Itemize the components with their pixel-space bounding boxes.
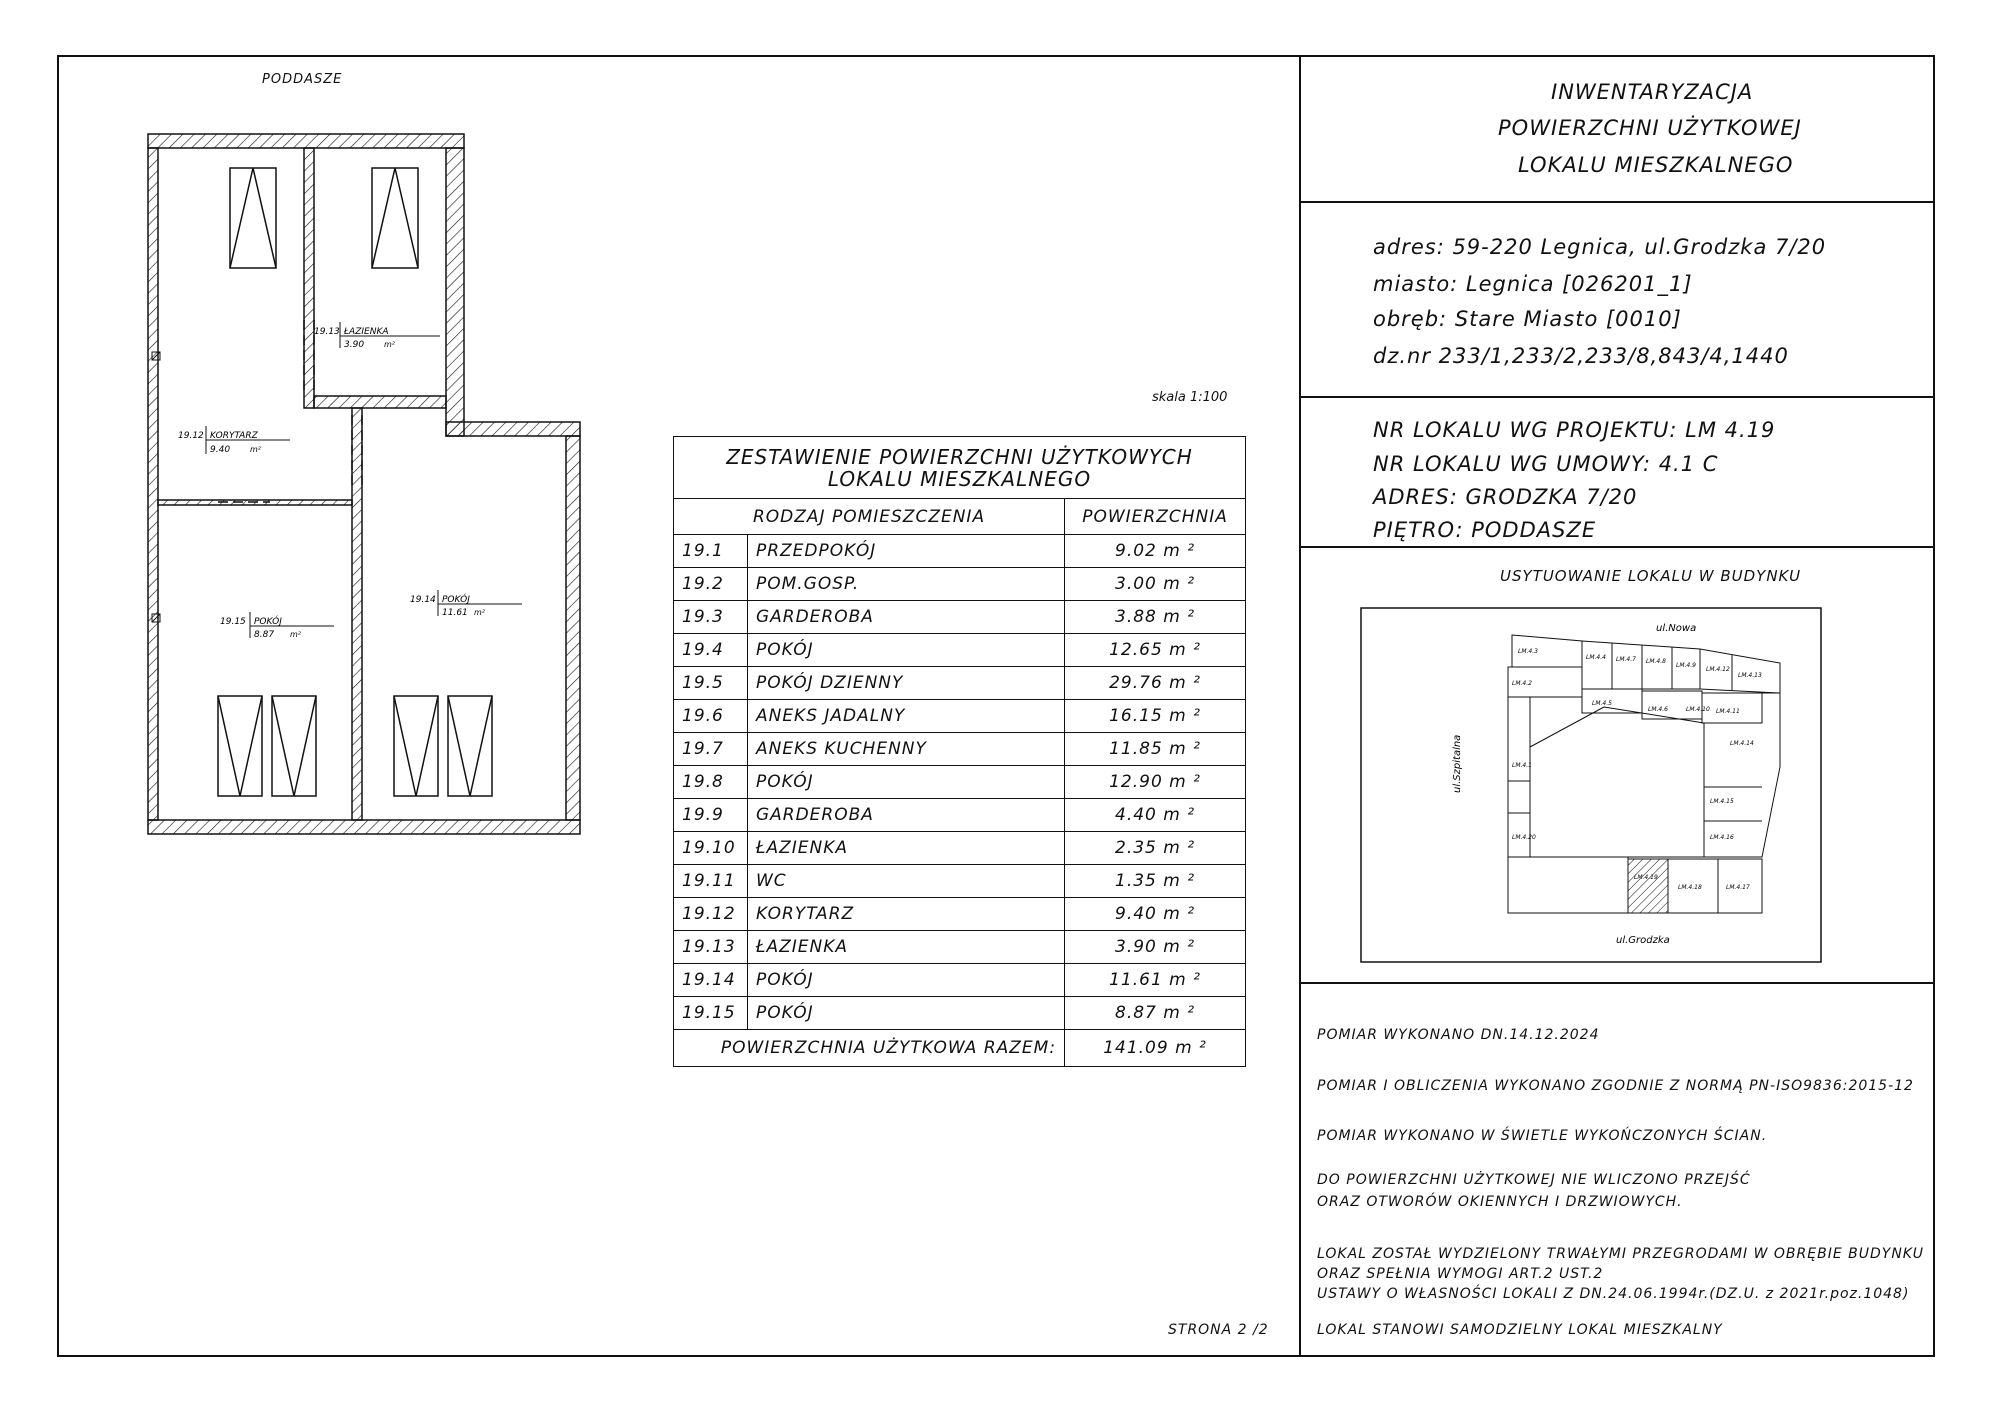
page-number: STRONA 2 /2: [1168, 1322, 1269, 1338]
cell-no: 19.3: [674, 601, 748, 634]
cell-area: 12.65 m ²: [1065, 634, 1246, 667]
location-map: [1360, 607, 1822, 963]
note-1: POMIAR WYKONANO DN.14.12.2024: [1317, 1027, 1600, 1043]
cell-name: POM.GOSP.: [747, 568, 1064, 601]
table-row: [674, 997, 1246, 1030]
map-unit-label: LM.4.2: [1512, 680, 1532, 687]
note-5c: USTAWY O WŁASNOŚCI LOKALI Z DN.24.06.1994r.(DZ.U. z 2021r.poz.1048): [1317, 1286, 1910, 1302]
cell-name: ANEKS KUCHENNY: [747, 733, 1064, 766]
svg-text:POKÓJ: POKÓJ: [254, 617, 282, 627]
title-line-3: LOKALU MIESZKALNEGO: [1518, 153, 1794, 177]
cell-name: ANEKS JADALNY: [747, 700, 1064, 733]
table-row: [674, 766, 1246, 799]
note-4a: DO POWIERZCHNI UŻYTKOWEJ NIE WLICZONO PRZEJŚĆ: [1317, 1172, 1751, 1188]
cell-area: 11.85 m ²: [1065, 733, 1246, 766]
map-unit-label: LM.4.19: [1634, 874, 1658, 881]
location-title: USYTUOWANIE LOKALU W BUDYNKU: [1500, 567, 1802, 585]
svg-text:19.15: 19.15: [220, 617, 246, 627]
svg-text:8.87: 8.87: [254, 630, 275, 640]
table-row: [674, 832, 1246, 865]
cell-no: 19.1: [674, 535, 748, 568]
svg-text:m²: m²: [290, 630, 301, 639]
cell-area: 16.15 m ²: [1065, 700, 1246, 733]
svg-text:m²: m²: [250, 445, 261, 454]
cell-no: 19.13: [674, 931, 748, 964]
map-unit-label: LM.4.11: [1716, 708, 1740, 715]
note-5b: ORAZ SPEŁNIA WYMOGI ART.2 UST.2: [1317, 1266, 1604, 1282]
cell-name: WC: [747, 865, 1064, 898]
cell-name: ŁAZIENKA: [747, 832, 1064, 865]
note-3: POMIAR WYKONANO W ŚWIETLE WYKOŃCZONYCH ŚCIAN.: [1317, 1128, 1768, 1144]
table-row: [674, 601, 1246, 634]
map-unit-label: LM.4.15: [1710, 798, 1734, 805]
cell-area: 3.90 m ²: [1065, 931, 1246, 964]
cell-area: 4.40 m ²: [1065, 799, 1246, 832]
cell-no: 19.6: [674, 700, 748, 733]
map-unit-label: LM.4.18: [1678, 884, 1702, 891]
note-5a: LOKAL ZOSTAŁ WYDZIELONY TRWAŁYMI PRZEGRODAMI W OBRĘBIE BUDYNKU: [1317, 1246, 1924, 1262]
address-obreb: obręb: Stare Miasto [0010]: [1373, 307, 1682, 331]
svg-text:m²: m²: [474, 608, 485, 617]
cell-name: POKÓJ: [747, 997, 1064, 1030]
note-4b: ORAZ OTWORÓW OKIENNYCH I DRZWIOWYCH.: [1317, 1194, 1683, 1210]
cell-no: 19.15: [674, 997, 748, 1030]
svg-text:ŁAZIENKA: ŁAZIENKA: [344, 327, 389, 337]
map-unit-label: LM.4.10: [1686, 706, 1710, 713]
cell-area: 29.76 m ²: [1065, 667, 1246, 700]
total-label: POWIERZCHNIA UŻYTKOWA RAZEM:: [674, 1030, 1065, 1067]
outer-walls: [148, 134, 580, 834]
map-unit-label: LM.4.12: [1706, 666, 1730, 673]
table-title: ZESTAWIENIE POWIERZCHNI UŻYTKOWYCH LOKALU MIESZKALNEGO: [674, 437, 1246, 499]
divider: [1299, 546, 1935, 548]
room-label-19-12: [178, 426, 290, 455]
unit-labels: [1512, 648, 1762, 891]
map-unit-label: LM.4.13: [1738, 672, 1762, 679]
svg-text:19.13: 19.13: [314, 327, 340, 337]
cell-area: 1.35 m ²: [1065, 865, 1246, 898]
cell-name: POKÓJ: [747, 766, 1064, 799]
cell-name: KORYTARZ: [747, 898, 1064, 931]
address-adres: adres: 59-220 Legnica, ul.Grodzka 7/20: [1373, 235, 1827, 259]
table-row: [674, 799, 1246, 832]
table-row: [674, 733, 1246, 766]
note-2: POMIAR I OBLICZENIA WYKONANO ZGODNIE Z NORMĄ PN-ISO9836:2015-12: [1317, 1078, 1914, 1094]
svg-text:11.61: 11.61: [442, 608, 468, 618]
cell-area: 9.02 m ²: [1065, 535, 1246, 568]
cell-area: 9.40 m ²: [1065, 898, 1246, 931]
svg-text:m²: m²: [384, 340, 395, 349]
svg-text:KORYTARZ: KORYTARZ: [210, 431, 258, 441]
map-unit-label: LM.4.4: [1586, 654, 1606, 661]
cell-no: 19.5: [674, 667, 748, 700]
cell-area: 11.61 m ²: [1065, 964, 1246, 997]
table-row: [674, 931, 1246, 964]
table-row: [674, 898, 1246, 931]
table-row: [674, 535, 1246, 568]
divider: [1299, 396, 1935, 398]
cell-area: 3.88 m ²: [1065, 601, 1246, 634]
cell-no: 19.4: [674, 634, 748, 667]
cell-no: 19.12: [674, 898, 748, 931]
address-miasto: miasto: Legnica [026201_1]: [1373, 272, 1693, 296]
map-unit-label: LM.4.7: [1616, 656, 1636, 663]
cell-no: 19.10: [674, 832, 748, 865]
svg-text:19.12: 19.12: [178, 431, 204, 441]
map-unit-label: LM.4.3: [1518, 648, 1538, 655]
table-row: [674, 865, 1246, 898]
svg-text:19.14: 19.14: [410, 595, 436, 605]
cell-name: GARDEROBA: [747, 799, 1064, 832]
title-line-2: POWIERZCHNI UŻYTKOWEJ: [1498, 116, 1802, 140]
cell-no: 19.2: [674, 568, 748, 601]
note-6: LOKAL STANOWI SAMODZIELNY LOKAL MIESZKALNY: [1317, 1322, 1723, 1338]
divider: [1299, 982, 1935, 984]
map-unit-label: LM.4.16: [1710, 834, 1734, 841]
floor-plan: [140, 120, 740, 840]
scale-label: skala 1:100: [1152, 390, 1228, 405]
cell-area: 2.35 m ²: [1065, 832, 1246, 865]
cell-no: 19.9: [674, 799, 748, 832]
cell-no: 19.7: [674, 733, 748, 766]
cell-name: ŁAZIENKA: [747, 931, 1064, 964]
svg-text:9.40: 9.40: [210, 445, 231, 455]
map-frame: [1361, 608, 1821, 962]
floor-label: PODDASZE: [262, 72, 343, 87]
divider: [1299, 201, 1935, 203]
map-unit-label: LM.4.1: [1512, 762, 1532, 769]
room-label-19-15: [220, 612, 334, 640]
address-dz: dz.nr 233/1,233/2,233/8,843/4,1440: [1373, 344, 1789, 368]
cell-no: 19.11: [674, 865, 748, 898]
col-header-area: POWIERZCHNIA: [1065, 499, 1246, 535]
cell-area: 12.90 m ²: [1065, 766, 1246, 799]
cell-name: GARDEROBA: [747, 601, 1064, 634]
room-label-19-14: [410, 590, 522, 618]
total-value: 141.09 m ²: [1065, 1030, 1246, 1067]
table-row: [674, 634, 1246, 667]
unit-pietro: PIĘTRO: PODDASZE: [1373, 518, 1597, 542]
unit-nr-umowa: NR LOKALU WG UMOWY: 4.1 C: [1373, 452, 1719, 476]
cell-area: 3.00 m ²: [1065, 568, 1246, 601]
cell-name: POKÓJ: [747, 634, 1064, 667]
table-row: [674, 964, 1246, 997]
cell-no: 19.14: [674, 964, 748, 997]
street-left: ul.Szpitalna: [1452, 734, 1463, 793]
room-label-19-13: [314, 322, 440, 350]
map-unit-label: LM.4.8: [1646, 658, 1666, 665]
map-unit-label: LM.4.9: [1676, 662, 1696, 669]
svg-text:POKÓJ: POKÓJ: [442, 595, 470, 605]
table-row: [674, 568, 1246, 601]
table-row: [674, 667, 1246, 700]
map-unit-label: LM.4.20: [1512, 834, 1536, 841]
table-row: [674, 700, 1246, 733]
cell-name: POKÓJ DZIENNY: [747, 667, 1064, 700]
cell-area: 8.87 m ²: [1065, 997, 1246, 1030]
cell-name: PRZEDPOKÓJ: [747, 535, 1064, 568]
col-header-type: RODZAJ POMIESZCZENIA: [674, 499, 1065, 535]
map-unit-label: LM.4.14: [1730, 740, 1754, 747]
map-unit-label: LM.4.17: [1726, 884, 1750, 891]
svg-text:3.90: 3.90: [344, 340, 365, 350]
unit-nr-projekt: NR LOKALU WG PROJEKTU: LM 4.19: [1373, 418, 1776, 442]
area-summary-table: [673, 436, 1246, 1067]
street-bottom: ul.Grodzka: [1616, 935, 1670, 946]
map-unit-label: LM.4.6: [1648, 706, 1668, 713]
map-unit-label: LM.4.5: [1592, 700, 1612, 707]
title-line-1: INWENTARYZACJA: [1551, 80, 1754, 104]
cell-name: POKÓJ: [747, 964, 1064, 997]
cell-no: 19.8: [674, 766, 748, 799]
unit-adres: ADRES: GRODZKA 7/20: [1373, 485, 1638, 509]
street-top: ul.Nowa: [1656, 623, 1697, 634]
